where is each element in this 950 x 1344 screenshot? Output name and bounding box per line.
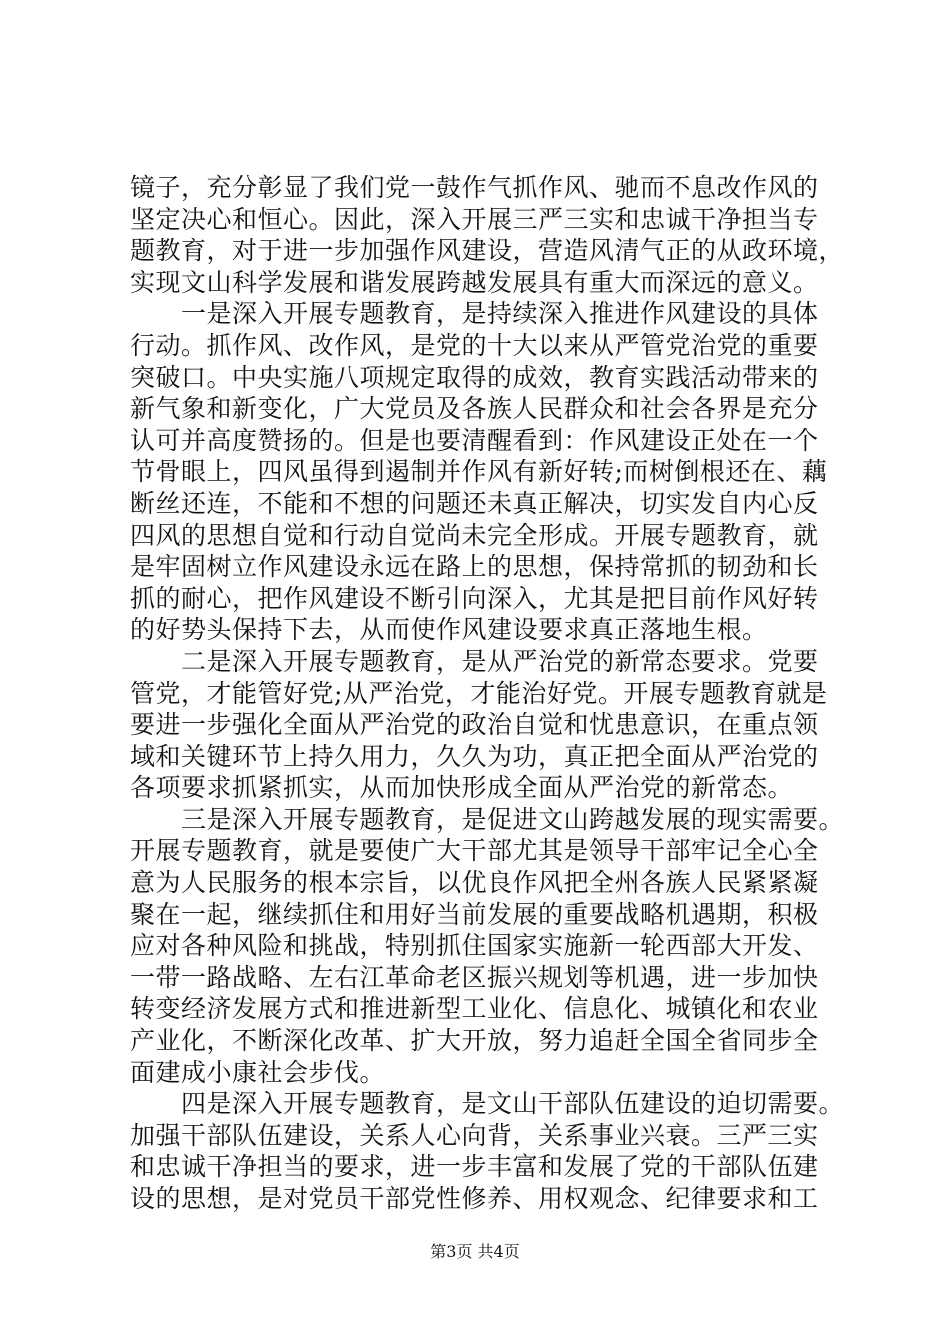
text-line: 二是深入开展专题教育，是从严治党的新常态要求。党要: [130, 646, 819, 676]
text-line: 各项要求抓紧抓实，从而加快形成全面从严治党的新常态。: [130, 773, 794, 803]
text-line: 行动。抓作风、改作风，是党的十大以来从严管党治党的重要: [130, 330, 819, 360]
text-line: 产业化，不断深化改革、扩大开放，努力追赶全国全省同步全: [130, 1026, 819, 1056]
text-line: 一带一路战略、左右江革命老区振兴规划等机遇，进一步加快: [130, 962, 819, 992]
text-line: 要进一步强化全面从严治党的政治自觉和忧患意识，在重点领: [130, 710, 819, 740]
text-line: 四风的思想自觉和行动自觉尚未完全形成。开展专题教育，就: [130, 520, 819, 550]
text-line: 突破口。中央实施八项规定取得的成效，教育实践活动带来的: [130, 362, 819, 392]
text-line: 实现文山科学发展和谐发展跨越发展具有重大而深远的意义。: [130, 267, 819, 297]
text-line: 加强干部队伍建设，关系人心向背，关系事业兴衰。三严三实: [130, 1120, 819, 1150]
text-line: 管党，才能管好党;从严治党，才能治好党。开展专题教育就是: [130, 678, 828, 708]
text-line: 和忠诚干净担当的要求，进一步丰富和发展了党的干部队伍建: [130, 1152, 819, 1182]
text-line: 转变经济发展方式和推进新型工业化、信息化、城镇化和农业: [130, 994, 819, 1024]
text-line: 节骨眼上，四风虽得到遏制并作风有新好转;而树倒根还在、藕: [130, 457, 828, 487]
text-line: 断丝还连，不能和不想的问题还未真正解决，切实发自内心反: [130, 488, 819, 518]
text-line: 坚定决心和恒心。因此，深入开展三严三实和忠诚干净担当专: [130, 204, 819, 234]
text-line: 认可并高度赞扬的。但是也要清醒看到：作风建设正处在一个: [130, 425, 819, 455]
text-line: 一是深入开展专题教育，是持续深入推进作风建设的具体: [130, 299, 819, 329]
text-line: 域和关键环节上持久用力，久久为功，真正把全面从严治党的: [130, 741, 819, 771]
text-line: 是牢固树立作风建设永远在路上的思想，保持常抓的韧劲和长: [130, 552, 819, 582]
text-line: 四是深入开展专题教育，是文山干部队伍建设的迫切需要。: [130, 1089, 845, 1119]
text-line: 的好势头保持下去，从而使作风建设要求真正落地生根。: [130, 615, 768, 645]
text-line: 新气象和新变化，广大党员及各族人民群众和社会各界是充分: [130, 394, 819, 424]
document-body: [130, 172, 845, 1215]
text-line: 开展专题教育，就是要使广大干部尤其是领导干部牢记全心全: [130, 836, 819, 866]
text-line: 聚在一起，继续抓住和用好当前发展的重要战略机遇期，积极: [130, 899, 819, 929]
text-line: 题教育，对于进一步加强作风建设，营造风清气正的从政环境，: [130, 236, 845, 266]
text-line: 镜子，充分彰显了我们党一鼓作气抓作风、驰而不息改作风的: [130, 173, 819, 202]
text-line: 面建成小康社会步伐。: [130, 1057, 386, 1087]
text-line: 三是深入开展专题教育，是促进文山跨越发展的现实需要。: [130, 804, 845, 834]
page-footer: [0, 1240, 950, 1264]
text-line: 应对各种风险和挑战，特别抓住国家实施新一轮西部大开发、: [130, 931, 819, 961]
text-line: 设的思想，是对党员干部党性修养、用权观念、纪律要求和工: [130, 1184, 819, 1213]
text-line: 意为人民服务的根本宗旨，以优良作风把全州各族人民紧紧凝: [130, 868, 819, 898]
page-number: 第3页 共4页: [430, 1242, 520, 1261]
text-line: 抓的耐心，把作风建设不断引向深入，尤其是把目前作风好转: [130, 583, 819, 613]
